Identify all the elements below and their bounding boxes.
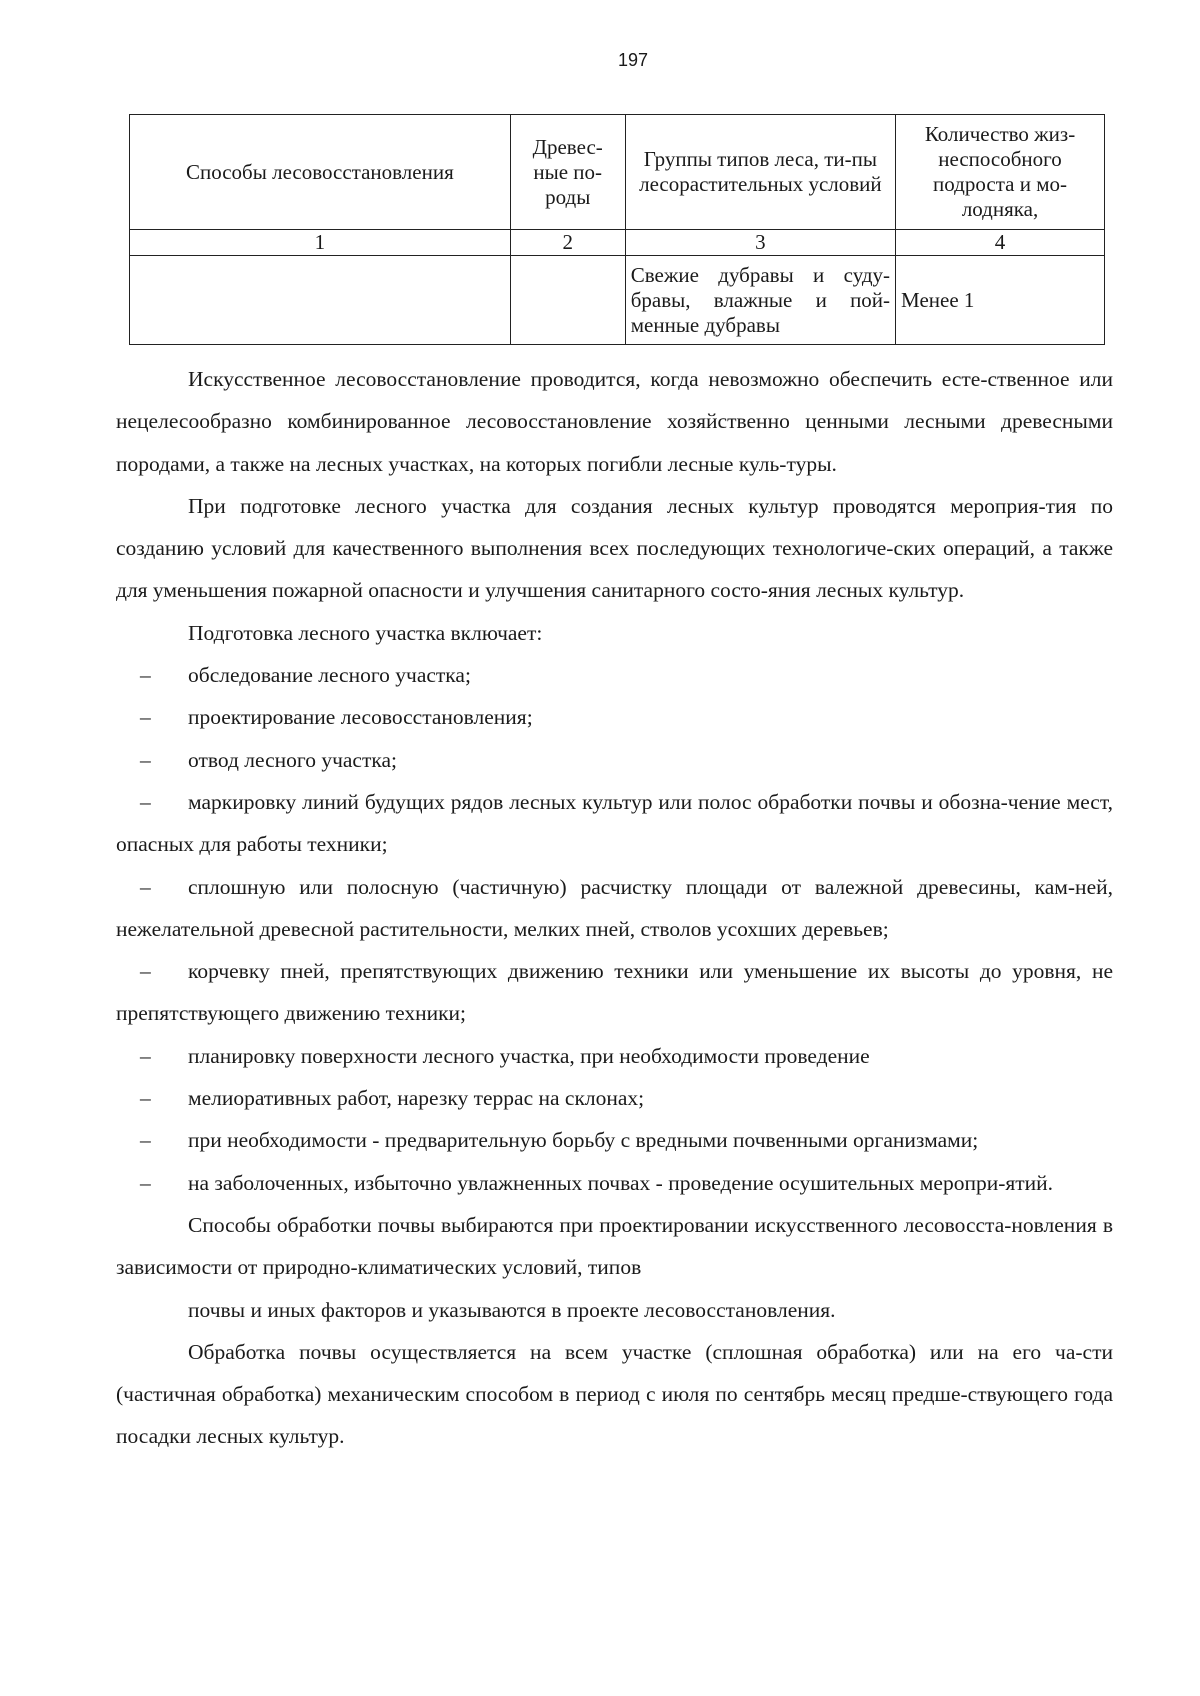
dash-marker: – <box>140 747 151 772</box>
list-item <box>116 781 1113 866</box>
list-item <box>116 950 1113 1035</box>
list-item <box>116 866 1113 951</box>
list-item <box>116 1077 1113 1119</box>
table-cell: Свежие дубравы и суду-бравы, влажные и пой-менные дубравы <box>625 256 895 345</box>
list-item-text: корчевку пней, препятствующих движению техники или уменьшение их высоты до уровня, не препятствующего движению техники; <box>116 959 1113 1026</box>
list-item-text: мелиоративных работ, нарезку террас на склонах; <box>188 1086 645 1111</box>
list-item-text: сплошную или полосную (частичную) расчистку площади от валежной древесины, кам-ней, нежелательной древесной растительности, мелких пней, стволов усохших деревьев; <box>116 874 1113 941</box>
column-number-row <box>130 230 1105 256</box>
table-header-row <box>130 115 1105 230</box>
list-item-text: проектирование лесовосстановления; <box>188 705 533 730</box>
paragraph-soil-treatment: Обработка почвы осуществляется на всем участке (сплошная обработка) или на его ча-сти (частичная обработка) механическим способом в период с июля по сентябрь месяц предше-ствующего года посадки лесных культур. <box>116 1339 1113 1449</box>
paragraph-site-preparation: При подготовке лесного участка для создания лесных культур проводятся мероприя-тия по созданию условий для качественного выполнения всех последующих технологиче-ских операций, а также для уменьшения пожарной опасности и улучшения санитарного состо-яния лесных культур. <box>116 493 1113 603</box>
list-item-text: маркировку линий будущих рядов лесных культур или полос обработки почвы и обозна-чение мест, опасных для работы техники; <box>116 789 1113 857</box>
dash-marker: – <box>140 663 151 688</box>
header-viable-undergrowth-count: Количество жиз-неспособного подроста и мо-лодняка, <box>896 115 1105 230</box>
column-number: 3 <box>625 230 895 256</box>
dash-marker: – <box>140 874 151 899</box>
column-number: 2 <box>510 230 625 256</box>
page-number: 197 <box>617 50 649 70</box>
dash-marker: – <box>140 1128 151 1153</box>
list-item-text: планировку поверхности лесного участка, при необходимости проведение <box>188 1043 870 1068</box>
paragraph-soil-methods: Способы обработки почвы выбираются при проектировании искусственного лесовосста-новления в зависимости от природно-климатических условий, типов <box>116 1212 1113 1280</box>
dash-marker: – <box>140 705 151 730</box>
header-restoration-methods: Способы лесовосстановления <box>130 115 511 230</box>
dash-marker: – <box>140 959 151 984</box>
list-item <box>116 696 1113 738</box>
list-item <box>116 654 1113 696</box>
list-item-text: при необходимости - предварительную борьбу с вредными почвенными организмами; <box>188 1128 979 1153</box>
list-item <box>116 1035 1113 1077</box>
list-item-text: обследование лесного участка; <box>188 663 471 688</box>
list-item <box>116 1119 1113 1161</box>
table-cell <box>510 256 625 345</box>
table-row <box>130 256 1105 345</box>
column-number: 1 <box>130 230 511 256</box>
paragraph-artificial-restoration: Искусственное лесовосстановление проводится, когда невозможно обеспечить есте-ственное или нецелесообразно комбинированное лесовосстановление хозяйственно ценными лесными древесными породами, а также на лесных участках, на которых погибли лесные куль-туры. <box>116 367 1113 476</box>
header-forest-type-groups: Группы типов леса, ти-пы лесорастительных условий <box>625 115 895 230</box>
table-cell <box>130 256 511 345</box>
dash-marker: – <box>140 1170 151 1195</box>
table-cell: Менее 1 <box>896 256 1105 345</box>
dash-marker: – <box>140 1043 151 1068</box>
list-item <box>116 739 1113 781</box>
list-item <box>116 1162 1113 1204</box>
list-item-text: на заболоченных, избыточно увлажненных почвах - проведение осушительных меропри-ятий. <box>188 1170 1054 1195</box>
forest-restoration-table <box>129 114 1105 345</box>
dash-marker: – <box>140 789 151 814</box>
paragraph-soil-methods-continued: почвы и иных факторов и указываются в проекте лесовосстановления. <box>188 1297 836 1322</box>
list-intro: Подготовка лесного участка включает: <box>188 620 543 645</box>
header-tree-species: Древес-ные по-роды <box>510 115 625 230</box>
body-text <box>116 358 1113 1458</box>
column-number: 4 <box>896 230 1105 256</box>
dash-marker: – <box>140 1086 151 1111</box>
list-item-text: отвод лесного участка; <box>188 747 398 772</box>
